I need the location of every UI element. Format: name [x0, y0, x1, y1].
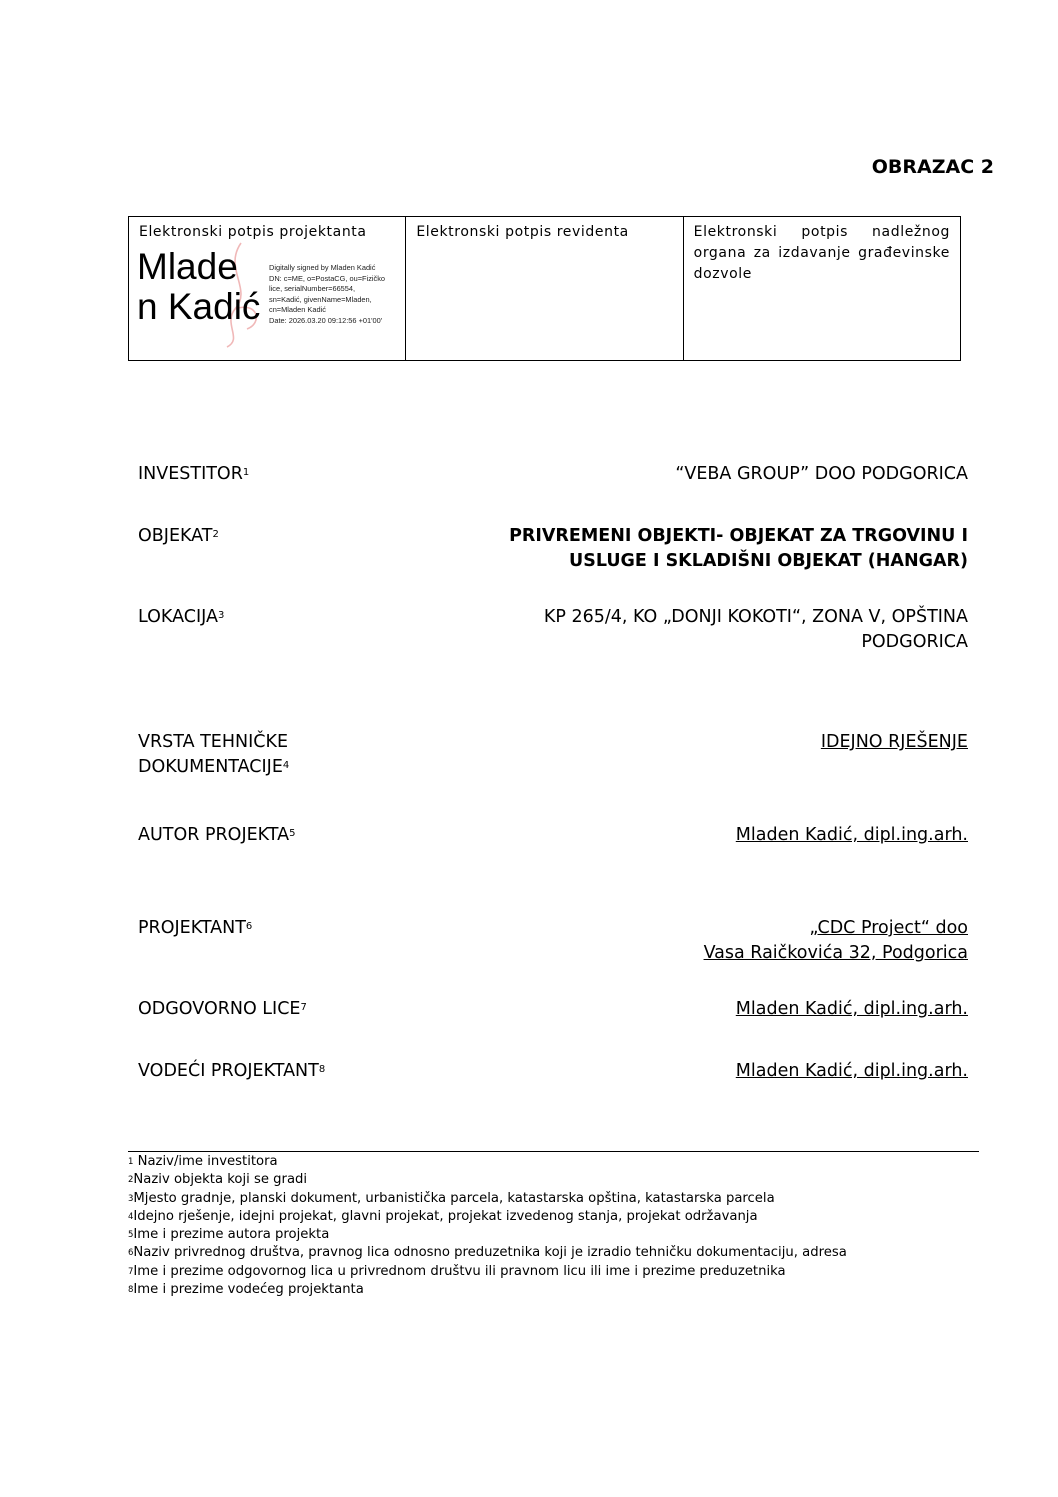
signature-detail-line: sn=Kadić, givenName=Mladen, [269, 294, 372, 304]
signature-name-line1: Mlade [137, 246, 238, 287]
vodeci-label: VODEĆI PROJEKTANT$^8$ [138, 1061, 326, 1081]
footnote-item: $^1$ Naziv/ime investitora [128, 1154, 278, 1169]
footnote-divider [128, 1151, 979, 1152]
projektant-value-line: Vasa Raičkovića 32, Podgorica [703, 943, 968, 963]
vodeci-value: Mladen Kadić, dipl.ing.arh. [735, 1061, 968, 1081]
footnote-ref: 1 [242, 467, 250, 478]
footnote-ref: 7 [300, 1002, 307, 1013]
footnote-ref: 8 [318, 1064, 326, 1075]
vrsta-value: IDEJNO RJEŠENJE [820, 732, 968, 752]
odgovorno-value: Mladen Kadić, dipl.ing.arh. [735, 999, 968, 1019]
footnote-ref: 3 [217, 610, 225, 621]
footnotes [128, 1153, 847, 1299]
footnote-ref: 2 [212, 529, 219, 540]
form-title: OBRAZAC 2 [871, 156, 994, 178]
footnote-item: $^5$Ime i prezime autora projekta [128, 1227, 330, 1243]
autor-label: AUTOR PROJEKTA$^5$ [138, 825, 296, 845]
footnote-ref: 5 [289, 828, 296, 839]
designer-signature-cell [129, 217, 405, 360]
footnote-item: $^7$Ime i prezime odgovornog lica u privrednom društvu ili pravnom licu ili ime i prezime preduzetnika [128, 1263, 786, 1279]
signature-detail-line: cn=Mladen Kadić [269, 305, 326, 314]
signature-table [128, 216, 961, 361]
signature-name-line2: n Kadić [137, 286, 261, 327]
lokacija-value [544, 605, 968, 655]
footnote-ref: 4 [282, 760, 290, 771]
signature-detail-line: Digitally signed by Mladen Kadić [269, 263, 376, 272]
signature-details [269, 263, 409, 326]
signature-detail-line: DN: c=ME, o=PostaCG, ou=Fizičko [269, 273, 386, 283]
objekat-value-line: USLUGE I SKLADIŠNI OBJEKAT (HANGAR) [569, 551, 968, 571]
lokacija-value-line: KP 265/4, KO „DONJI KOKOTI“, ZONA V, OPŠTINA [543, 607, 968, 627]
objekat-value-line: PRIVREMENI OBJEKTI- OBJEKAT ZA TRGOVINU I [509, 526, 968, 546]
footnote-item: $^6$Naziv privrednog društva, pravnog lica odnosno preduzetnika koji je izradio tehničku dokumentaciju, adresa [128, 1245, 847, 1261]
footnote-item: $^8$Ime i prezime vodećeg projektanta [128, 1282, 364, 1298]
objekat-value [509, 524, 968, 574]
autor-value: Mladen Kadić, dipl.ing.arh. [735, 825, 968, 845]
objekat-label: OBJEKAT$^2$ [138, 526, 219, 546]
lokacija-label: LOKACIJA$^3$ [138, 607, 225, 627]
signature-name [137, 247, 260, 327]
footnote-item: $^2$Naziv objekta koji se gradi [128, 1172, 308, 1188]
investitor-label: INVESTITOR$^1$ [138, 464, 250, 484]
footnote-ref: 6 [245, 921, 253, 932]
investitor-value: “VEBA GROUP” DOO PODGORICA [675, 464, 968, 484]
signature-detail-line: Date: 2026.03.20 09:12:56 +01'00' [269, 315, 383, 325]
signature-detail-line: lice, serialNumber=66554, [269, 284, 356, 293]
vrsta-label: VRSTA TEHNIČKE DOKUMENTACIJE$^4$ [138, 732, 290, 777]
projektant-value-line: „CDC Project“ doo [809, 918, 968, 938]
designer-signature-label: Elektronski potpis projektanta [139, 224, 367, 240]
footnote-item: $^3$Mjesto gradnje, planski dokument, urbanistička parcela, katastarska opština, katastarska parcela [128, 1190, 775, 1206]
projektant-value [704, 916, 968, 966]
odgovorno-label: ODGOVORNO LICE$^7$ [138, 999, 307, 1019]
projektant-label: PROJEKTANT$^6$ [138, 918, 253, 938]
lokacija-value-line: PODGORICA [861, 632, 968, 652]
footnote-item: $^4$Idejno rješenje, idejni projekat, glavni projekat, projekat izvedenog stanja, projekat održavanja [128, 1208, 758, 1224]
authority-signature-label: Elektronski potpis nadležnog organa za izdavanje građevinske dozvole [693, 224, 950, 282]
reviewer-signature-label: Elektronski potpis revidenta [416, 224, 629, 240]
reviewer-signature-cell [405, 217, 682, 360]
authority-signature-cell [683, 217, 960, 360]
